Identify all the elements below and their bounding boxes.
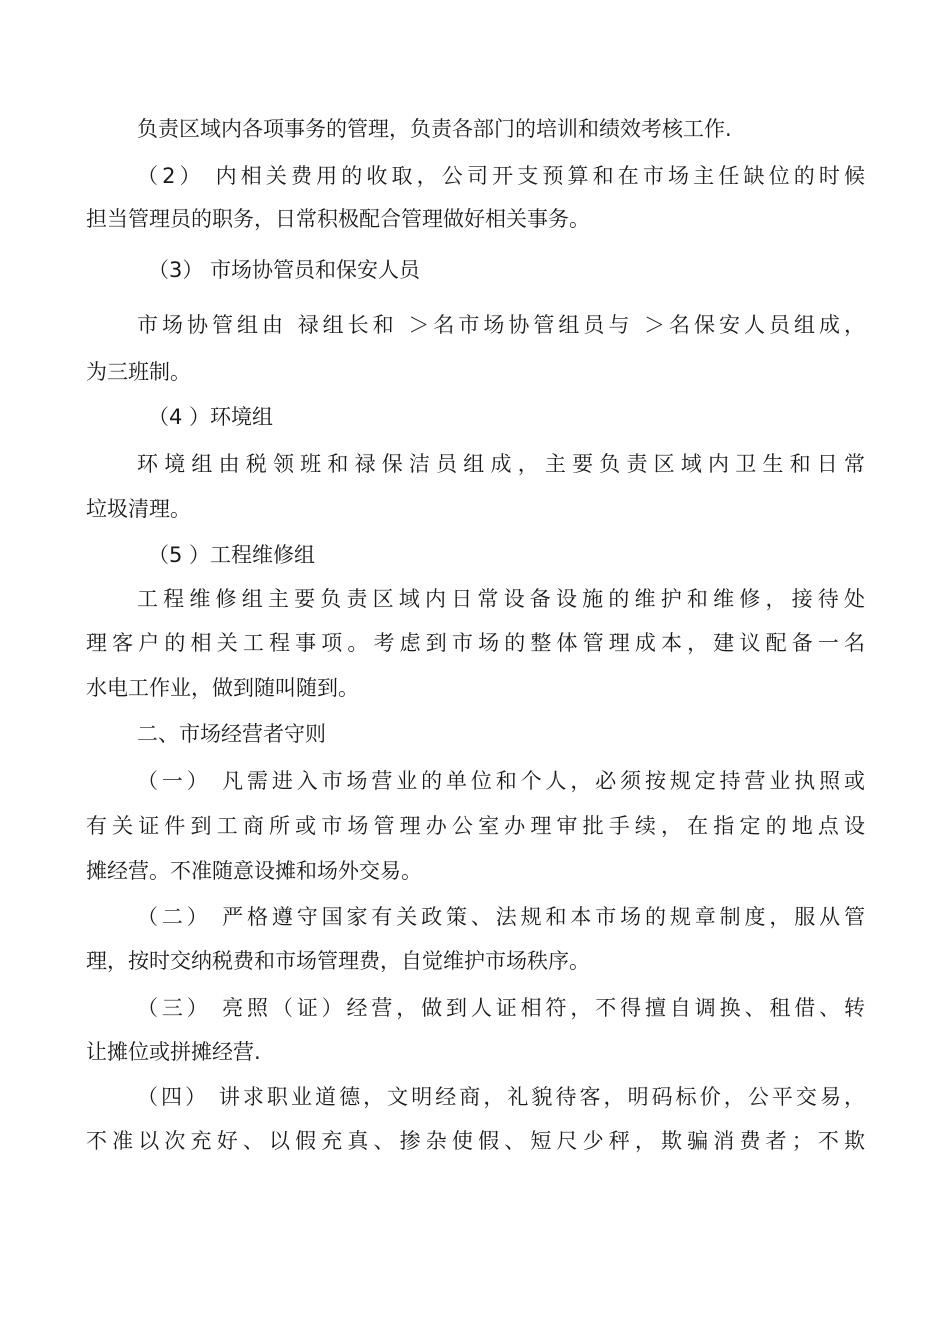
paragraph-line: 负责区域内各项事务的管理，负责各部门的培训和绩效考核工作. (137, 117, 732, 141)
paragraph-line: 市场协管组由 禄组长和 ＞名市场协管组员与 ＞名保安人员组成， (137, 313, 865, 337)
paragraph-line: 环境组由税领班和禄保洁员组成，主要负责区域内卫生和日常 (137, 452, 865, 476)
section-heading: （5 ）工程维修组 (148, 543, 316, 567)
paragraph-line: 让摊位或拼摊经营. (86, 1040, 261, 1064)
paragraph-line: 有关证件到工商所或市场管理办公室办理审批手续，在指定的地点设 (86, 814, 865, 838)
paragraph-line: （三） 亮照（证）经营，做到人证相符，不得擅自调换、租借、转 (137, 996, 865, 1020)
paragraph-line: 垃圾清理。 (86, 497, 191, 521)
paragraph-line: 担当管理员的职务，日常积极配合管理做好相关事务。 (86, 207, 590, 231)
paragraph-line: 为三班制。 (86, 360, 191, 384)
paragraph-line: （一） 凡需进入市场营业的单位和个人，必须按规定持营业执照或 (137, 769, 865, 793)
paragraph-line: 理客户的相关工程事项。考虑到市场的整体管理成本，建议配备一名 (86, 631, 865, 655)
paragraph-line: 工程维修组主要负责区域内日常设备设施的维护和维修，接待处 (137, 587, 865, 611)
paragraph-line: 水电工作业，做到随叫随到。 (86, 676, 359, 700)
section-heading: （3） 市场协管员和保安人员 (148, 258, 421, 282)
section-heading: （4 ）环境组 (148, 405, 274, 429)
paragraph-line: 理，按时交纳税费和市场管理费，自觉维护市场秩序。 (86, 949, 590, 973)
paragraph-line: （2） 内相关费用的收取，公司开支预算和在市场主任缺位的时候 (137, 164, 865, 188)
paragraph-line: （四） 讲求职业道德，文明经商，礼貌待客，明码标价，公平交易， (137, 1085, 865, 1109)
paragraph-line: 不准以次充好、以假充真、掺杂使假、短尺少秤，欺骗消费者；不欺 (86, 1129, 865, 1153)
section-heading: 二、市场经营者守则 (137, 722, 326, 746)
paragraph-line: 摊经营。不准随意设摊和场外交易。 (86, 859, 422, 883)
paragraph-line: （二） 严格遵守国家有关政策、法规和本市场的规章制度，服从管 (137, 905, 865, 929)
